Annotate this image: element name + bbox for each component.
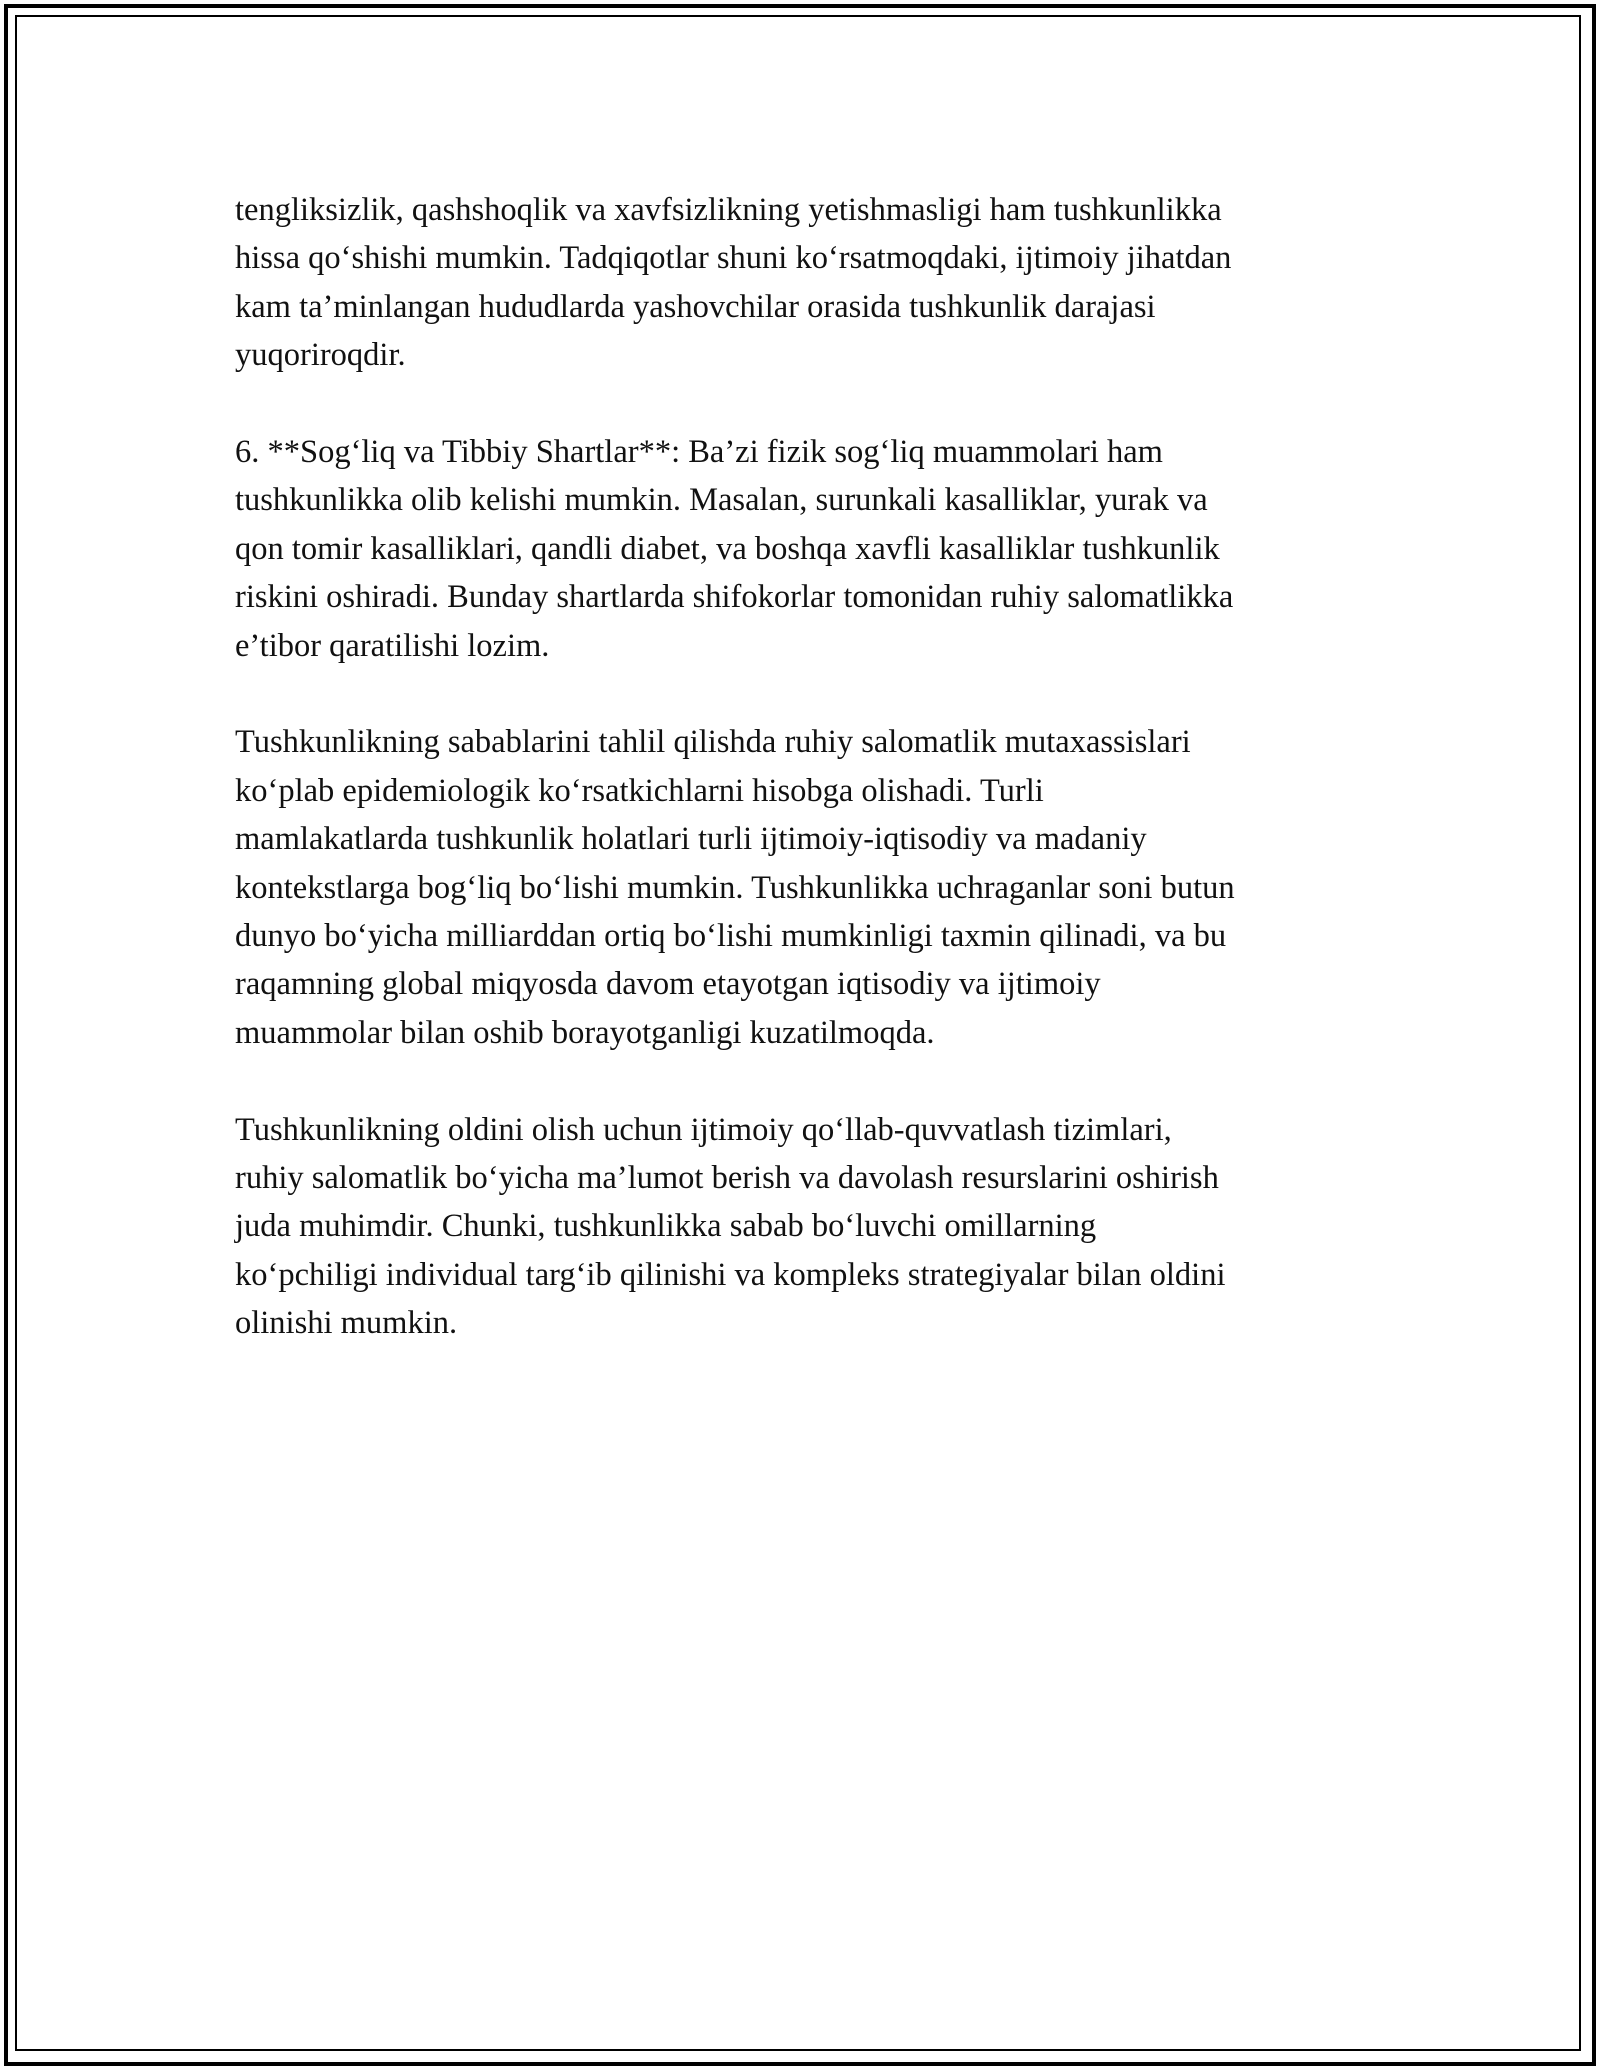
paragraph-epidemiology: Tushkunlikning sabablarini tahlil qilishda ruhiy salomatlik mutaxassislari ko‘plab epidemiologik ko‘rsatkichlarni hisobga olishadi. Turli mamlakatlarda tushkunlik holatlari turli ijtimoiy-iqtisodiy va madaniy kontekstlarga bog‘liq bo‘lishi mumkin. Tushkunlikka uchraganlar soni butun dunyo bo‘yicha milliarddan ortiq bo‘lishi mumkinligi taxmin qilinadi, va bu raqamning global miqyosda davom etayotgan iqtisodiy va ijtimoiy muammolar bilan oshib borayotganligi kuzatilmoqda.: [235, 724, 1235, 1051]
paragraph-social-inequality: tengliksizlik, qashshoqlik va xavfsizlikning yetishmasligi ham tushkunlikka hissa qo‘shishi mumkin. Tadqiqotlar shuni ko‘rsatmoqdaki, ijtimoiy jihatdan kam ta’minlangan hududlarda yashovchilar orasida tushkunlik darajasi yuqoriroqdir.: [235, 192, 1232, 374]
paragraph-health-conditions: 6. **Sog‘liq va Tibbiy Shartlar**: Ba’zi fizik sog‘liq muammolari ham tushkunlikka olib kelishi mumkin. Masalan, surunkali kasalliklar, yurak va qon tomir kasalliklari, qandli diabet, va boshqa xavfli kasalliklar tushkunlik riskini oshiradi. Bunday shartlarda shifokorlar tomonidan ruhiy salomatlikka e’tibor qaratilishi lozim.: [235, 434, 1234, 664]
paragraph-prevention: Tushkunlikning oldini olish uchun ijtimoiy qo‘llab-quvvatlash tizimlari, ruhiy salomatlik bo‘yicha ma’lumot berish va davolash resurslarini oshirish juda muhimdir. Chunki, tushkunlikka sabab bo‘luvchi omillarning ko‘pchiligi individual targ‘ib qilinishi va kompleks strategiyalar bilan oldini olinishi mumkin.: [235, 1111, 1226, 1342]
document-body: [235, 186, 1375, 1396]
